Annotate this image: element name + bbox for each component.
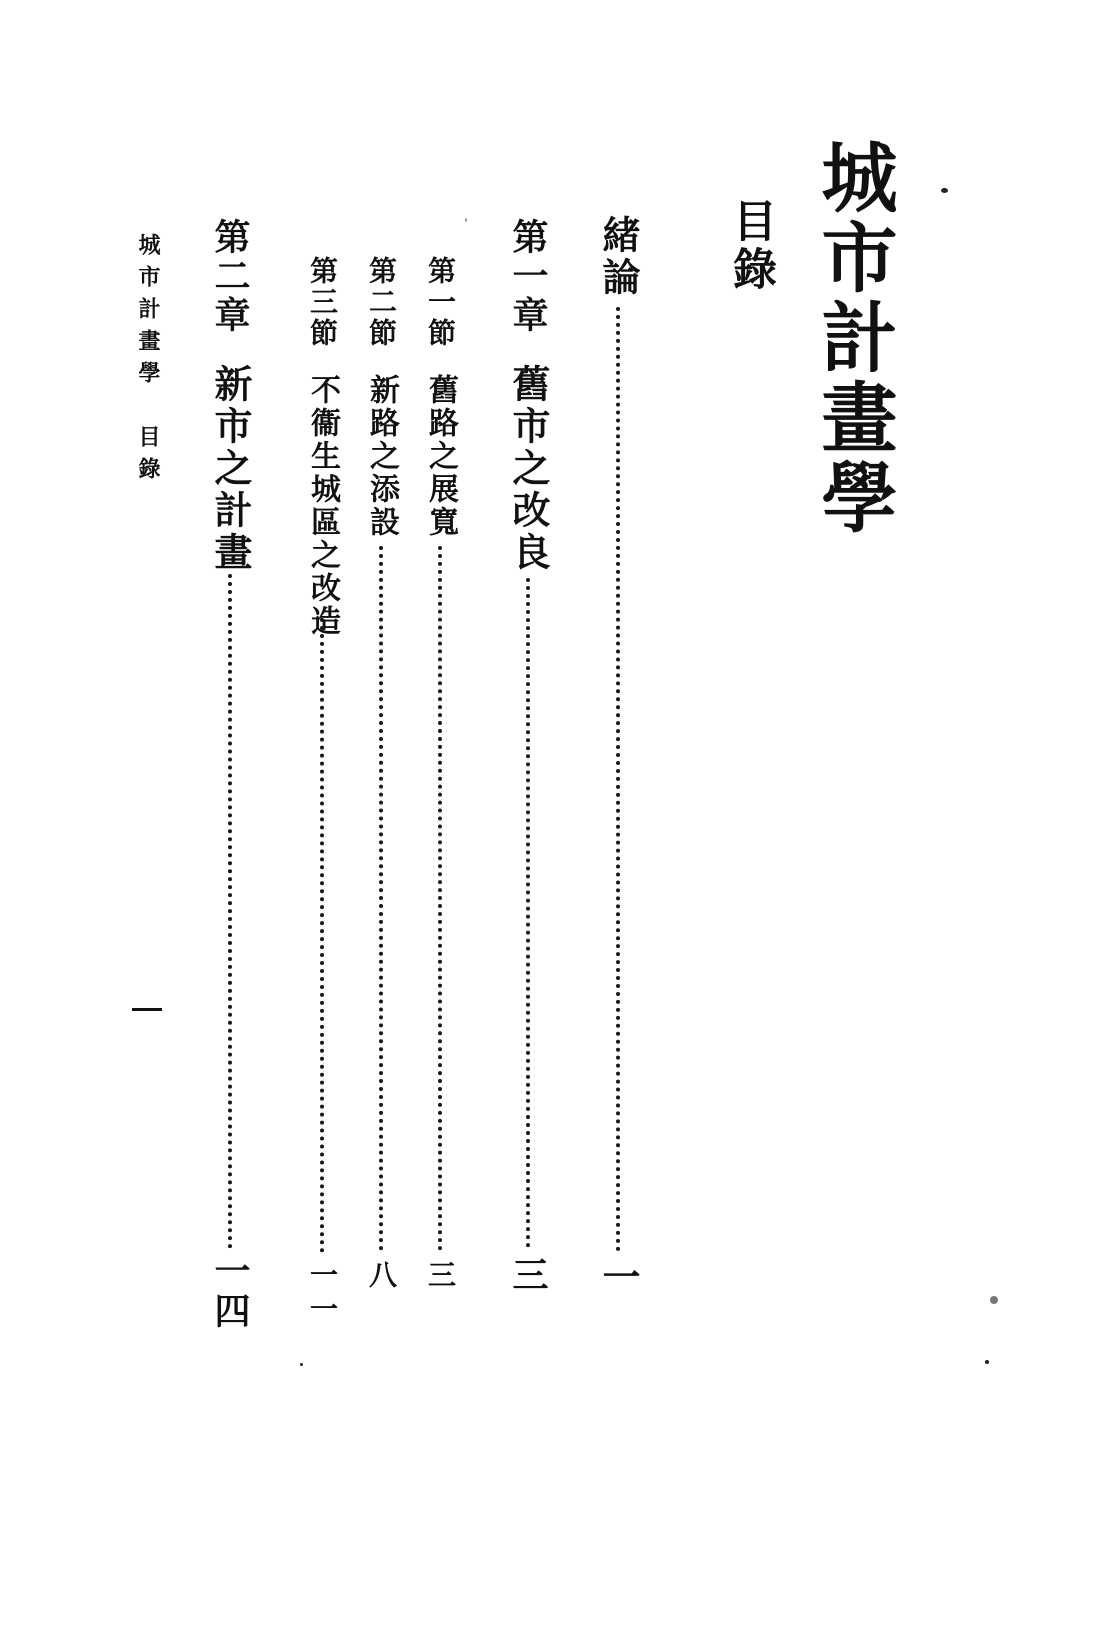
toc-entry-page: 三 xyxy=(507,1256,549,1292)
scan-speck xyxy=(300,1363,303,1366)
toc-leader-dots xyxy=(526,578,530,1248)
toc-entry-page: 三 xyxy=(424,1260,457,1288)
scan-speck xyxy=(941,188,948,193)
toc-entry-page: 八 xyxy=(365,1260,398,1288)
toc-entry-section-3[interactable] xyxy=(292,256,352,1328)
toc-leader-dots xyxy=(320,618,324,1253)
toc-entry-introduction[interactable] xyxy=(588,215,648,1295)
toc-entry-title: 舊市之改良 xyxy=(506,364,551,574)
toc-entry-title: 新路之添設 xyxy=(364,374,399,539)
toc-entry-title: 緒論 xyxy=(596,215,641,299)
toc-entry-title: 舊路之展寬 xyxy=(423,374,458,539)
toc-entry-page: 一四 xyxy=(209,1252,251,1332)
scan-speck xyxy=(985,1360,989,1364)
toc-entry-number: 第一節 xyxy=(424,256,457,349)
toc-entry-page: 一 xyxy=(596,1257,641,1295)
toc-entry-number: 第二節 xyxy=(365,256,398,349)
toc-heading: 目錄 xyxy=(725,198,776,294)
page-folio xyxy=(132,1008,162,1011)
toc-entry-number: 第三節 xyxy=(306,256,339,349)
toc-leader-dots xyxy=(379,546,383,1251)
toc-entry-chapter-2[interactable] xyxy=(200,218,260,1332)
toc-entry-chapter-1[interactable] xyxy=(498,218,558,1298)
toc-entry-number: 第一章 xyxy=(507,218,549,335)
book-title: 城市計畫學 xyxy=(809,138,898,538)
toc-entry-section-2[interactable] xyxy=(351,256,411,1296)
toc-leader-dots xyxy=(616,307,620,1252)
scan-speck xyxy=(990,1296,998,1304)
toc-entry-section-1[interactable] xyxy=(410,256,470,1296)
toc-entry-number: 第二章 xyxy=(209,218,251,335)
toc-entry-page: 一一 xyxy=(306,1260,339,1328)
toc-leader-dots xyxy=(438,546,442,1251)
running-head: 城市計畫學 目錄 xyxy=(135,233,161,489)
toc-leader-dots xyxy=(228,574,232,1249)
toc-entry-title: 新市之計畫 xyxy=(208,364,253,574)
scan-speck xyxy=(465,218,467,222)
toc-entry-title: 不衞生城區之改造 xyxy=(305,374,340,638)
page-folio-text xyxy=(132,1011,133,1012)
